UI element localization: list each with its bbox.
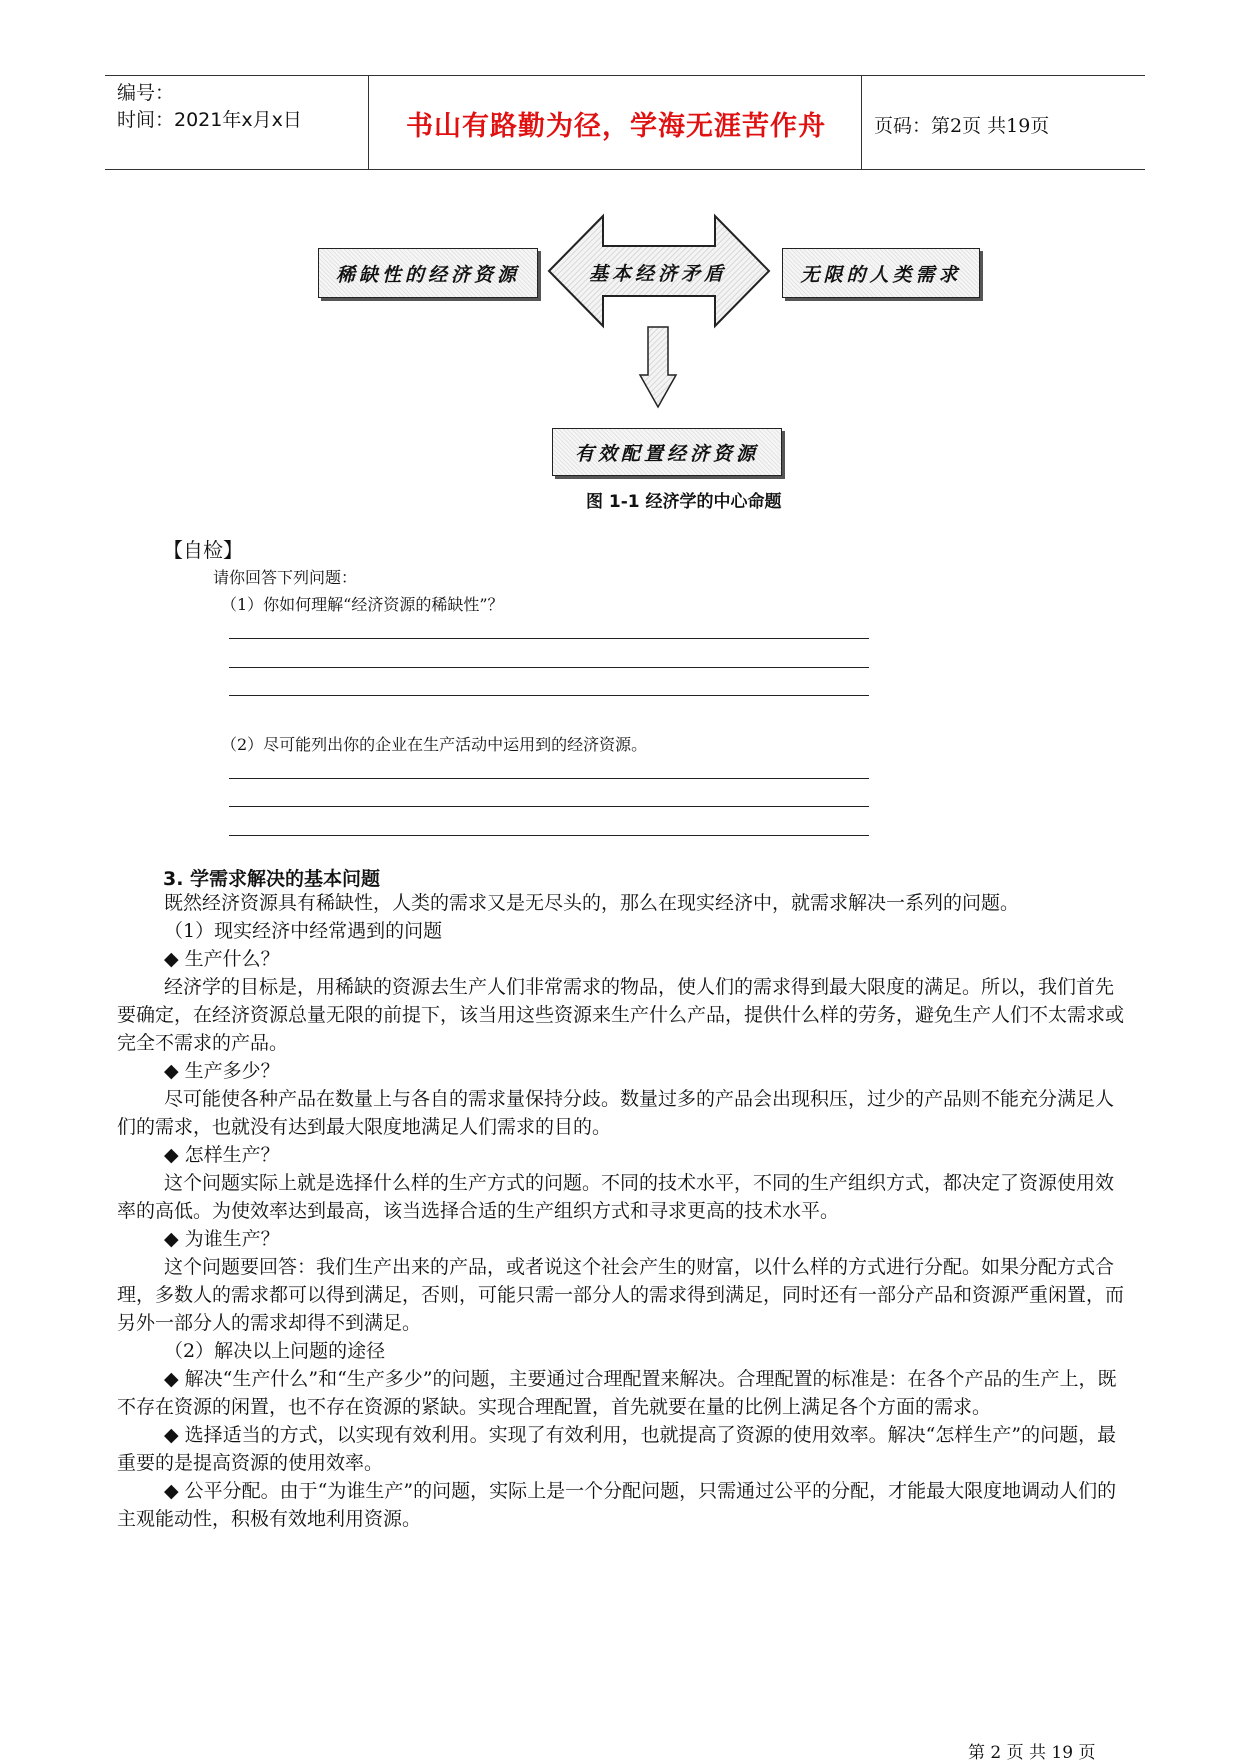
arrow-basic-contradiction: 基本经济矛盾 — [588, 263, 727, 285]
section-body — [117, 889, 1129, 1533]
page-header — [105, 75, 1145, 170]
bullet-heading: ◆ 怎样生产？ — [164, 1144, 280, 1166]
header-motto: 书山有路勤为径，学海无涯苦作舟 — [406, 111, 826, 142]
bullet-paragraph: ◆ 公平分配。由于“为谁生产”的问题，实际上是一个分配问题，只需通过公平的分配，才能最大限度地调动人们的主观能动性，积极有效地利用资源。 — [117, 1480, 1117, 1530]
box-effective-allocation: 有效配置经济资源 — [552, 428, 782, 476]
bullet-heading: ◆ 为谁生产？ — [164, 1228, 280, 1250]
answer-line — [229, 638, 869, 639]
question-2: （2）尽可能列出你的企业在生产活动中运用到的经济资源。 — [221, 735, 648, 754]
answer-line — [229, 695, 869, 696]
subheading: （1）现实经济中经常遇到的问题 — [164, 920, 443, 942]
figure-caption: 图 1-1 经济学的中心命题 — [586, 492, 782, 512]
paragraph: 这个问题实际上就是选择什么样的生产方式的问题。不同的技术水平，不同的生产组织方式，都决定了资源使用效率的高低。为使效率达到最高，该当选择合适的生产组织方式和寻求更高的技术水平。 — [117, 1172, 1115, 1222]
answer-line — [229, 667, 869, 668]
number-label: 编号： — [117, 82, 175, 104]
self-check-intro: 请你回答下列问题： — [213, 568, 358, 587]
header-page-info: 页码：第2页 共19页 — [874, 115, 1050, 137]
subheading: （2）解决以上问题的途径 — [164, 1340, 386, 1362]
paragraph: 尽可能使各种产品在数量上与各自的需求量保持分歧。数量过多的产品会出现积压，过少的产品则不能充分满足人们的需求，也就没有达到最大限度地满足人们需求的目的。 — [117, 1088, 1115, 1138]
time-label: 时间：2021年x月x日 — [117, 109, 302, 131]
paragraph: 既然经济资源具有稀缺性，人类的需求又是无尽头的，那么在现实经济中，就需求解决一系列的问题。 — [164, 892, 1020, 914]
header-divider — [368, 76, 369, 169]
bullet-paragraph: ◆ 选择适当的方式，以实现有效利用。实现了有效利用，也就提高了资源的使用效率。解决“怎样生产”的问题，最重要的是提高资源的使用效率。 — [117, 1424, 1117, 1474]
question-1: （1）你如何理解“经济资源的稀缺性”？ — [221, 595, 504, 614]
self-check-title: 【自检】 — [163, 538, 243, 562]
section-heading: 3. 学需求解决的基本问题 — [163, 868, 381, 890]
bullet-heading: ◆ 生产什么？ — [164, 948, 280, 970]
box-unlimited-demand: 无限的人类需求 — [782, 248, 980, 298]
answer-line — [229, 778, 869, 779]
header-meta — [117, 80, 302, 134]
bullet-heading: ◆ 生产多少？ — [164, 1060, 280, 1082]
down-arrow-shape — [638, 325, 678, 410]
paragraph: 这个问题要回答：我们生产出来的产品，或者说这个社会产生的财富，以什么样的方式进行分配。如果分配方式合理，多数人的需求都可以得到满足，否则，可能只需一部分人的需求得到满足，同时还有一部分产品和资源严重闲置，而另外一部分人的需求却得不到满足。 — [117, 1256, 1125, 1334]
answer-line — [229, 835, 869, 836]
answer-line — [229, 806, 869, 807]
box-scarce-resources: 稀缺性的经济资源 — [318, 248, 538, 298]
header-divider — [861, 76, 862, 169]
paragraph: 经济学的目标是，用稀缺的资源去生产人们非常需求的物品，使人们的需求得到最大限度的满足。所以，我们首先要确定，在经济资源总量无限的前提下，该当用这些资源来生产什么产品，提供什么样的劳务，避免生产人们不太需求或完全不需求的产品。 — [117, 976, 1125, 1054]
bullet-paragraph: ◆ 解决“生产什么”和“生产多少”的问题，主要通过合理配置来解决。合理配置的标准是：在各个产品的生产上，既不存在资源的闲置，也不存在资源的紧缺。实现合理配置，首先就要在量的比例上满足各个方面的需求。 — [117, 1368, 1117, 1418]
page-footer: 第 2 页 共 19 页 — [968, 1743, 1096, 1763]
